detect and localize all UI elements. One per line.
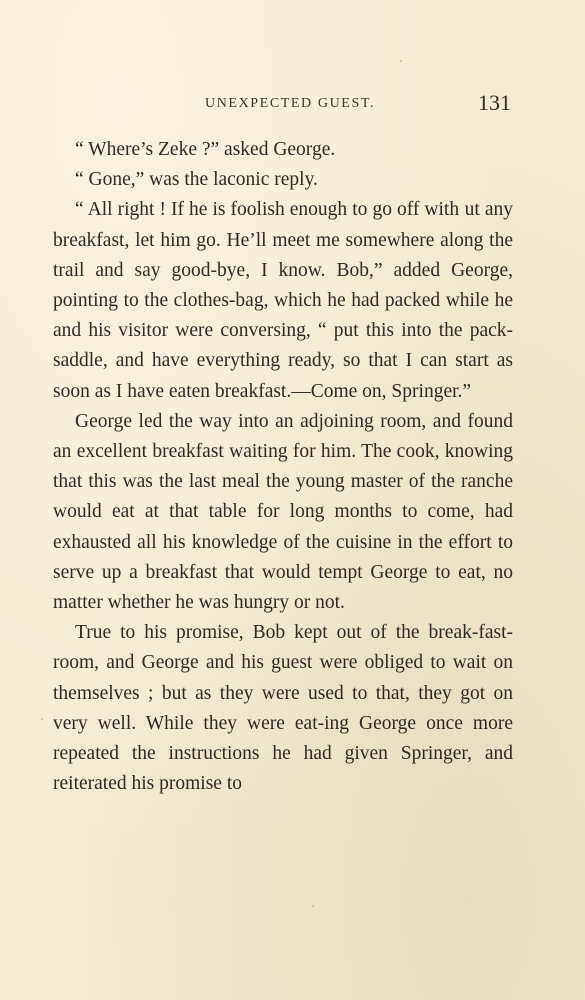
page-number: 131	[478, 90, 511, 115]
paper-speck	[41, 718, 43, 720]
body-text	[53, 135, 513, 799]
running-title: UNEXPECTED GUEST.	[205, 96, 376, 111]
paper-speck	[312, 905, 314, 907]
paragraph-5: True to his promise, Bob kept out of the break-fast-room, and George and his guest were obliged to wait on themselves ; but as they were used to that, they got on very well. While they were eat-ing George once more repeated the instructions he had given Springer, and reiterated his promise to	[53, 622, 513, 795]
running-head	[0, 90, 585, 120]
paragraph-2: “ Gone,” was the laconic reply.	[75, 169, 318, 191]
paper-speck	[400, 60, 402, 62]
paragraph-4: George led the way into an adjoining room, and found an excellent breakfast waiting for him. The cook, knowing that this was the last meal the young master of the ranche would eat at that table for long months to come, had exhausted all his knowledge of the cuisine in the effort to serve up a breakfast that would tempt George to eat, no matter whether he was hungry or not.	[53, 410, 513, 614]
paragraph-3: “ All right ! If he is foolish enough to go off with ut any breakfast, let him go. He’ll meet me somewhere along the trail and say good-bye, I know. Bob,” added George, pointing to the clothes-bag, which he had packed while he and his visitor were conversing, “ put this into the pack-saddle, and have everything ready, so that I can start as soon as I have eaten breakfast.—Come on, Springer.”	[53, 199, 513, 402]
paragraph-1: “ Where’s Zeke ?” asked George.	[75, 139, 336, 160]
